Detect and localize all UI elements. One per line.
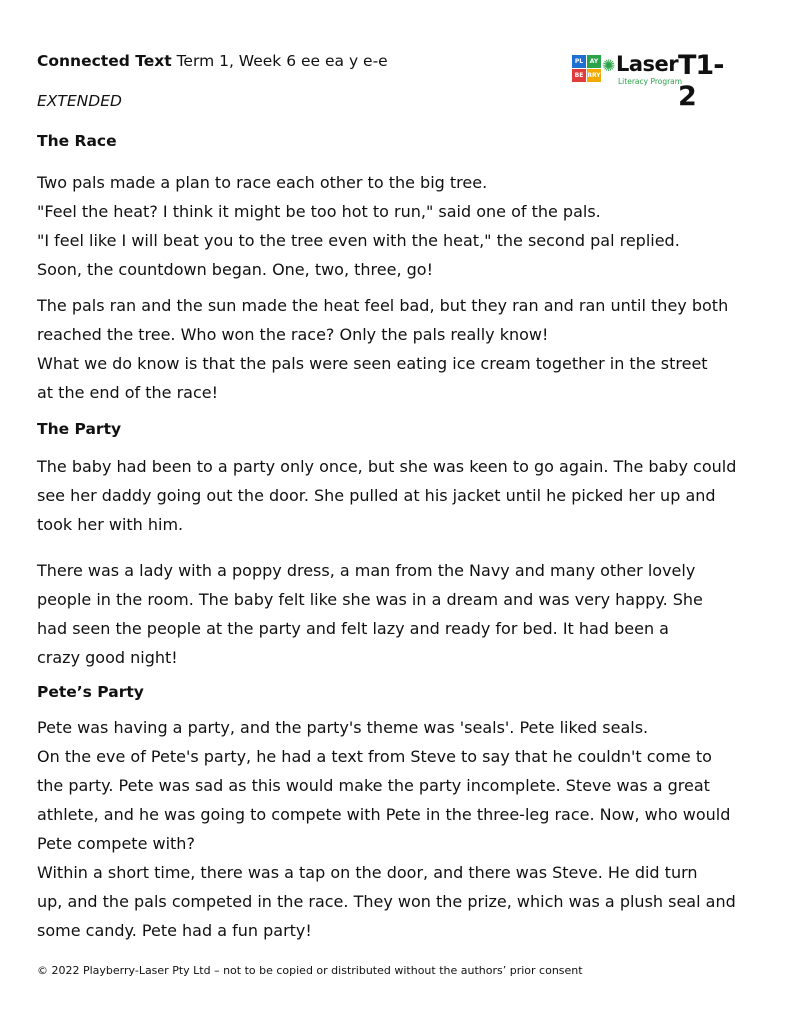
logo-subtitle: Literacy Program	[618, 77, 683, 86]
paragraph	[37, 713, 767, 945]
document-header	[37, 52, 388, 70]
text-line: What we do know is that the pals were seen eating ice cream together in the street	[37, 354, 708, 373]
text-line: Pete was having a party, and the party's theme was 'seals'. Pete liked seals.	[37, 718, 649, 737]
text-line: crazy good night!	[37, 648, 178, 667]
header-term-week: Term 1, Week 6 ee ea y e-e	[176, 52, 388, 70]
extended-label: EXTENDED	[37, 92, 122, 110]
section-title: The Race	[37, 132, 117, 150]
paragraph	[37, 556, 767, 672]
paragraph	[37, 291, 767, 407]
text-line: Within a short time, there was a tap on the door, and there was Steve. He did turn	[37, 863, 698, 882]
paragraph	[37, 168, 767, 284]
logo-badge: T1-2	[678, 50, 724, 112]
logo-tile: BE	[572, 69, 586, 82]
text-line: took her with him.	[37, 515, 184, 534]
text-line: at the end of the race!	[37, 383, 219, 402]
playberry-tiles-icon	[572, 55, 602, 83]
laser-logo	[572, 50, 737, 112]
text-line: The baby had been to a party only once, but she was keen to go again. The baby could	[37, 457, 737, 476]
paragraph	[37, 452, 767, 539]
text-line: "I feel like I will beat you to the tree even with the heat," the second pal replied.	[37, 231, 680, 250]
text-line: Pete compete with?	[37, 834, 195, 853]
logo-tile: PL	[572, 55, 586, 68]
header-label: Connected Text	[37, 52, 172, 70]
text-line: On the eve of Pete's party, he had a text from Steve to say that he couldn't come to	[37, 747, 712, 766]
text-line: the party. Pete was sad as this would make the party incomplete. Steve was a great	[37, 776, 710, 795]
text-line: Soon, the countdown began. One, two, three, go!	[37, 260, 433, 279]
text-line: athlete, and he was going to compete with Pete in the three-leg race. Now, who would	[37, 805, 731, 824]
laser-burst-icon: ✺	[602, 56, 616, 75]
text-line: The pals ran and the sun made the heat feel bad, but they ran and ran until they both	[37, 296, 729, 315]
logo-tile: AY	[587, 55, 601, 68]
section-title: Pete’s Party	[37, 683, 144, 701]
text-line: There was a lady with a poppy dress, a man from the Navy and many other lovely	[37, 561, 696, 580]
text-line: people in the room. The baby felt like she was in a dream and was very happy. She	[37, 590, 703, 609]
text-line: had seen the people at the party and felt lazy and ready for bed. It had been a	[37, 619, 669, 638]
section-title: The Party	[37, 420, 122, 438]
logo-word: Laser	[616, 52, 679, 76]
logo-tile: RRY	[587, 69, 601, 82]
text-line: some candy. Pete had a fun party!	[37, 921, 312, 940]
text-line: "Feel the heat? I think it might be too hot to run," said one of the pals.	[37, 202, 601, 221]
copyright-footer: © 2022 Playberry-Laser Pty Ltd – not to be copied or distributed without the authors’ prior consent	[37, 964, 583, 977]
text-line: up, and the pals competed in the race. They won the prize, which was a plush seal and	[37, 892, 736, 911]
text-line: see her daddy going out the door. She pulled at his jacket until he picked her up and	[37, 486, 716, 505]
text-line: reached the tree. Who won the race? Only the pals really know!	[37, 325, 549, 344]
text-line: Two pals made a plan to race each other to the big tree.	[37, 173, 488, 192]
